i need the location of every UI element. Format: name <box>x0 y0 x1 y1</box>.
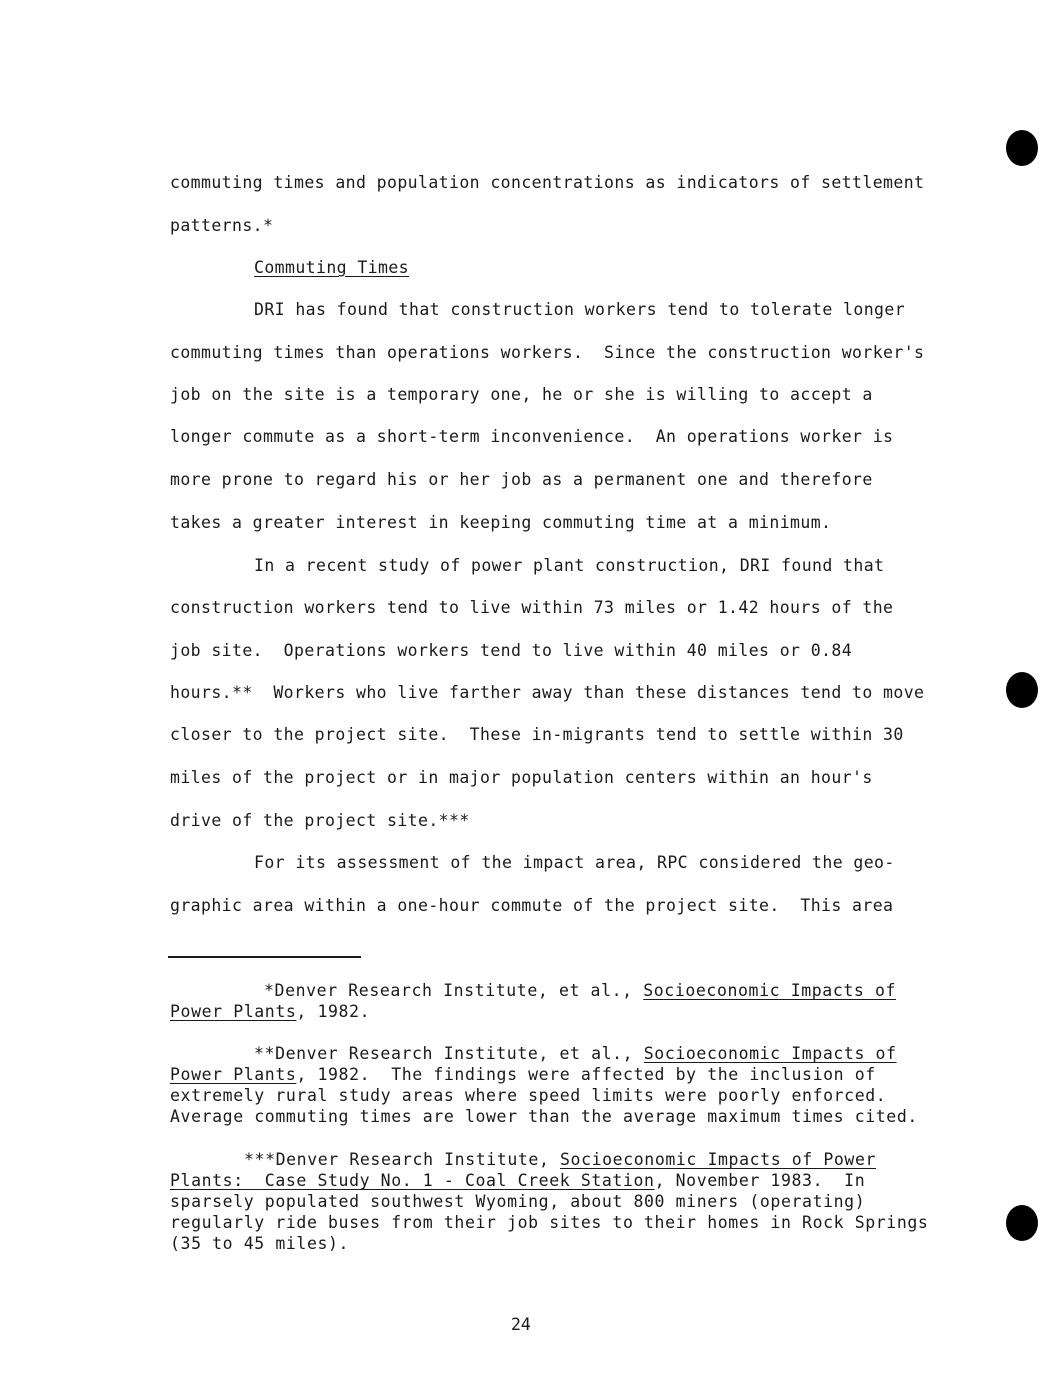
footnote-text: *Denver Research Institute, et al., <box>264 981 644 1000</box>
punch-hole-middle <box>1006 672 1038 708</box>
footnote-text: regularly ride buses from their job sites to their homes in Rock Springs <box>170 1213 929 1232</box>
footnote-2 <box>170 1043 918 1127</box>
body-line: miles of the project or in major population centers within an hour's <box>170 768 873 787</box>
footnote-text: sparsely populated southwest Wyoming, about 800 miners (operating) <box>170 1192 866 1211</box>
footnote-text: , 1982. <box>296 1002 371 1021</box>
footnote-1 <box>170 980 896 1022</box>
footnote-text: **Denver Research Institute, et al., <box>254 1044 644 1063</box>
body-line: hours.** Workers who live farther away than these distances tend to move <box>170 683 925 702</box>
footnote-text: (35 to 45 miles). <box>170 1234 350 1253</box>
footnote-citation-title: Socioeconomic Impacts of Power <box>560 1150 877 1169</box>
body-line: In a recent study of power plant construction, DRI found that <box>254 556 885 575</box>
footnote-citation-title: Power Plants <box>170 1002 297 1021</box>
punch-hole-top <box>1006 130 1038 166</box>
footnote-text: extremely rural study areas where speed limits were poorly enforced. <box>170 1086 887 1105</box>
body-line: drive of the project site.*** <box>170 811 470 830</box>
body-line: graphic area within a one-hour commute of the project site. This area <box>170 896 894 915</box>
footnote-text: Average commuting times are lower than the average maximum times cited. <box>170 1107 918 1126</box>
punch-hole-bottom <box>1006 1205 1038 1241</box>
body-line: construction workers tend to live within 73 miles or 1.42 hours of the <box>170 598 894 617</box>
body-line: takes a greater interest in keeping commuting time at a minimum. <box>170 513 832 532</box>
body-line: job on the site is a temporary one, he or she is willing to accept a <box>170 385 873 404</box>
body-line: DRI has found that construction workers tend to tolerate longer <box>254 300 906 319</box>
body-line: patterns.* <box>170 216 274 235</box>
body-line: commuting times than operations workers. Since the construction worker's <box>170 343 925 362</box>
section-heading: Commuting Times <box>254 258 410 277</box>
body-line: longer commute as a short-term inconvenience. An operations worker is <box>170 427 894 446</box>
footnote-citation-title: Socioeconomic Impacts of <box>643 981 897 1000</box>
footnote-divider <box>168 956 361 958</box>
footnote-text: ***Denver Research Institute, <box>244 1150 561 1169</box>
body-line: commuting times and population concentrations as indicators of settlement <box>170 173 925 192</box>
footnote-citation-title: Power Plants <box>170 1065 297 1084</box>
body-line: job site. Operations workers tend to live within 40 miles or 0.84 <box>170 641 853 660</box>
footnote-citation-title: Plants: Case Study No. 1 - Coal Creek Station <box>170 1171 655 1190</box>
footnote-citation-title: Socioeconomic Impacts of <box>643 1044 897 1063</box>
body-line: closer to the project site. These in-migrants tend to settle within 30 <box>170 725 904 744</box>
footnote-text: , 1982. The findings were affected by the inclusion of <box>296 1065 876 1084</box>
footnote-text: , November 1983. In <box>654 1171 866 1190</box>
body-line: For its assessment of the impact area, RPC considered the geo- <box>254 853 895 872</box>
footnote-3 <box>170 1149 928 1254</box>
body-line: more prone to regard his or her job as a permanent one and therefore <box>170 470 873 489</box>
page-number: 24 <box>511 1315 531 1334</box>
